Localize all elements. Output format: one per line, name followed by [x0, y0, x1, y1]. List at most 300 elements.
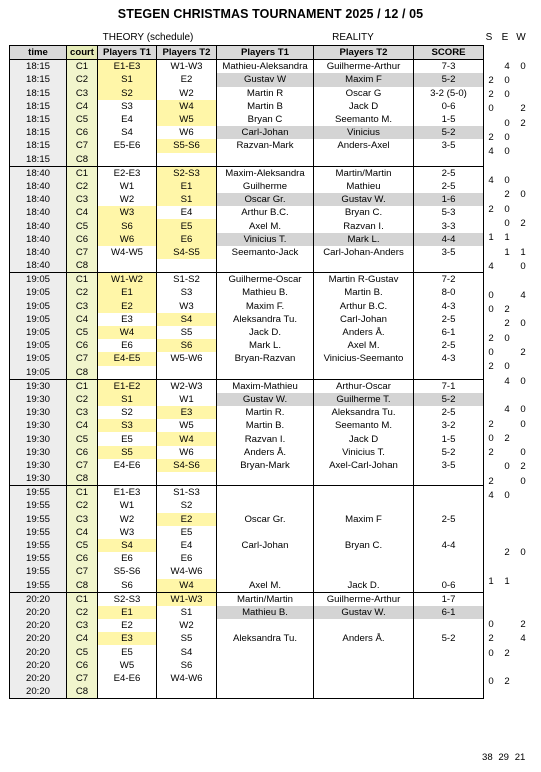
reality-t1-cell [217, 619, 314, 632]
court-cell: C5 [67, 539, 98, 552]
table-row [10, 87, 484, 100]
time-cell: 18:40 [10, 193, 67, 206]
points-e: 4 [504, 375, 510, 387]
reality-header: REALITY [332, 32, 374, 43]
theory-t1-cell: E4 [98, 113, 157, 126]
time-cell: 20:20 [10, 619, 67, 632]
theory-t2-cell: S1 [157, 606, 217, 619]
court-cell: C6 [67, 339, 98, 352]
time-cell: 18:40 [10, 219, 67, 232]
theory-t2-cell: E6 [157, 552, 217, 565]
table-row [10, 685, 484, 699]
theory-t2-cell: E5 [157, 526, 217, 539]
points-s: 0 [488, 289, 494, 301]
col-header-theory-t1: Players T1 [98, 46, 157, 60]
reality-t1-cell [217, 659, 314, 672]
score-cell: 6-1 [414, 326, 484, 339]
col-header-theory-t2: Players T2 [157, 46, 217, 60]
time-cell: 18:40 [10, 233, 67, 246]
reality-t1-cell [217, 685, 314, 699]
reality-t2-cell: Carl-Johan-Anders [314, 246, 414, 259]
theory-t2-cell: E4 [157, 539, 217, 552]
theory-t2-cell: S4 [157, 313, 217, 326]
reality-t1-cell: Arthur B.C. [217, 206, 314, 219]
time-cell: 19:05 [10, 339, 67, 352]
col-header-time: time [10, 46, 67, 60]
points-s: 2 [488, 132, 494, 144]
reality-t2-cell [314, 672, 414, 685]
time-cell: 19:30 [10, 472, 67, 486]
reality-t1-cell: Aleksandra Tu. [217, 313, 314, 326]
points-e: 1 [504, 232, 510, 244]
table-row [10, 273, 484, 287]
table-row [10, 579, 484, 593]
theory-t2-cell: W4-W6 [157, 565, 217, 578]
theory-t1-cell: S3 [98, 419, 157, 432]
court-cell: C8 [67, 366, 98, 380]
time-cell: 19:55 [10, 539, 67, 552]
theory-t1-cell: W2 [98, 513, 157, 526]
theory-t1-cell: W3 [98, 206, 157, 219]
court-cell: C1 [67, 592, 98, 606]
page-title: STEGEN CHRISTMAS TOURNAMENT 2025 / 12 / 05 [117, 7, 424, 21]
time-cell: 19:30 [10, 379, 67, 393]
points-w: 2 [520, 117, 526, 129]
table-row [10, 486, 484, 500]
reality-t2-cell: Martin/Martin [314, 166, 414, 180]
theory-t1-cell [98, 366, 157, 380]
score-cell: 2-5 [414, 166, 484, 180]
score-cell: 2-5 [414, 339, 484, 352]
points-s: 0 [488, 103, 494, 115]
points-s: 2 [488, 475, 494, 487]
theory-t2-cell: E2 [157, 73, 217, 86]
theory-t2-cell: W2 [157, 87, 217, 100]
reality-t2-cell: Gustav W. [314, 193, 414, 206]
points-w: 1 [520, 246, 526, 258]
reality-t1-cell: Vinicius T. [217, 233, 314, 246]
points-e: 4 [504, 404, 510, 416]
score-cell: 1-5 [414, 432, 484, 445]
theory-t1-cell: S1 [98, 393, 157, 406]
points-w: 0 [520, 547, 526, 559]
points-s: 2 [488, 89, 494, 101]
court-cell: C8 [67, 259, 98, 273]
table-row [10, 259, 484, 273]
reality-t1-cell: Jack D. [217, 326, 314, 339]
score-cell [414, 619, 484, 632]
theory-t2-cell: S2-S3 [157, 166, 217, 180]
court-cell: C7 [67, 459, 98, 472]
theory-t1-cell: E3 [98, 313, 157, 326]
theory-t2-cell: W1-W3 [157, 592, 217, 606]
court-cell: C1 [67, 166, 98, 180]
table-row [10, 166, 484, 180]
court-cell: C7 [67, 246, 98, 259]
reality-t2-cell: Mathieu [314, 180, 414, 193]
points-w: 2 [520, 218, 526, 230]
total-s: 38 [482, 752, 493, 763]
score-cell: 4-4 [414, 539, 484, 552]
time-cell: 20:20 [10, 606, 67, 619]
reality-t1-cell [217, 153, 314, 167]
score-cell: 1-7 [414, 592, 484, 606]
theory-t1-cell: S5 [98, 446, 157, 459]
theory-t1-cell: E1-E3 [98, 486, 157, 500]
score-cell [414, 472, 484, 486]
score-cell: 8-0 [414, 286, 484, 299]
court-cell: C5 [67, 432, 98, 445]
court-cell: C6 [67, 233, 98, 246]
points-w: 2 [520, 618, 526, 630]
table-row [10, 139, 484, 152]
reality-t2-cell: Jack D. [314, 579, 414, 593]
theory-t2-cell: S6 [157, 659, 217, 672]
points-e: 2 [504, 432, 510, 444]
table-row [10, 539, 484, 552]
reality-t2-cell: Seemanto M. [314, 419, 414, 432]
reality-t1-cell: Axel M. [217, 579, 314, 593]
theory-t1-cell [98, 472, 157, 486]
score-cell [414, 366, 484, 380]
theory-t1-cell: E5 [98, 432, 157, 445]
theory-t2-cell: S4-S6 [157, 459, 217, 472]
theory-t1-cell [98, 259, 157, 273]
reality-t2-cell [314, 552, 414, 565]
table-row [10, 459, 484, 472]
score-cell: 2-5 [414, 406, 484, 419]
theory-t1-cell: W2 [98, 193, 157, 206]
reality-t2-cell: Oscar G [314, 87, 414, 100]
time-cell: 19:30 [10, 393, 67, 406]
points-e: 0 [504, 74, 510, 86]
time-cell: 19:55 [10, 565, 67, 578]
reality-t2-cell: Guilherme T. [314, 393, 414, 406]
col-header-score: SCORE [414, 46, 484, 60]
score-cell [414, 659, 484, 672]
theory-t1-cell: W1 [98, 499, 157, 512]
theory-t2-cell: S5-S6 [157, 139, 217, 152]
points-s: 1 [488, 232, 494, 244]
time-cell: 18:40 [10, 246, 67, 259]
theory-t1-cell: E1 [98, 286, 157, 299]
table-row [10, 419, 484, 432]
points-e: 0 [504, 132, 510, 144]
score-cell: 5-2 [414, 632, 484, 645]
score-cell: 2-5 [414, 313, 484, 326]
points-e: 2 [504, 189, 510, 201]
theory-t2-cell [157, 153, 217, 167]
table-row [10, 73, 484, 86]
time-cell: 20:20 [10, 632, 67, 645]
score-cell: 3-3 [414, 219, 484, 232]
reality-t2-cell: Vinicius-Seemanto [314, 352, 414, 365]
court-cell: C6 [67, 552, 98, 565]
reality-t1-cell: Maxim-Aleksandra [217, 166, 314, 180]
reality-t1-cell: Seemanto-Jack [217, 246, 314, 259]
court-cell: C6 [67, 126, 98, 139]
time-cell: 19:55 [10, 552, 67, 565]
score-cell: 7-2 [414, 273, 484, 287]
theory-t2-cell: W2 [157, 619, 217, 632]
score-cell: 6-1 [414, 606, 484, 619]
reality-t2-cell: Anders-Axel [314, 139, 414, 152]
time-cell: 19:05 [10, 326, 67, 339]
time-cell: 20:20 [10, 685, 67, 699]
reality-t2-cell: Arthur B.C. [314, 300, 414, 313]
reality-t1-cell [217, 645, 314, 658]
table-row [10, 326, 484, 339]
reality-t2-cell: Gustav W. [314, 606, 414, 619]
points-e: 0 [504, 146, 510, 158]
col-header-reality-t1: Players T1 [217, 46, 314, 60]
table-row [10, 313, 484, 326]
points-s: 2 [488, 361, 494, 373]
reality-t2-cell: Anders Å. [314, 326, 414, 339]
points-e: 0 [504, 218, 510, 230]
theory-t1-cell: S4 [98, 126, 157, 139]
points-s: 2 [488, 74, 494, 86]
time-cell: 18:15 [10, 60, 67, 74]
time-cell: 18:15 [10, 126, 67, 139]
reality-t2-cell [314, 472, 414, 486]
time-cell: 18:40 [10, 259, 67, 273]
reality-t1-cell: Maxim F. [217, 300, 314, 313]
score-cell: 2-5 [414, 513, 484, 526]
court-cell: C3 [67, 619, 98, 632]
time-cell: 19:30 [10, 419, 67, 432]
theory-t1-cell: W3 [98, 526, 157, 539]
points-w: 0 [520, 260, 526, 272]
theory-t1-cell: W5 [98, 659, 157, 672]
reality-t1-cell [217, 526, 314, 539]
time-cell: 19:55 [10, 513, 67, 526]
theory-t1-cell: E4-E6 [98, 459, 157, 472]
theory-t2-cell: S1 [157, 193, 217, 206]
time-cell: 19:30 [10, 459, 67, 472]
reality-t2-cell [314, 565, 414, 578]
table-row [10, 366, 484, 380]
time-cell: 19:55 [10, 486, 67, 500]
court-cell: C2 [67, 393, 98, 406]
theory-t1-cell: E2-E3 [98, 166, 157, 180]
score-cell: 5-2 [414, 393, 484, 406]
reality-t1-cell [217, 259, 314, 273]
points-s: 1 [488, 576, 494, 588]
points-e: 1 [504, 246, 510, 258]
points-s: 0 [488, 676, 494, 688]
score-cell [414, 552, 484, 565]
court-cell: C4 [67, 313, 98, 326]
points-s: 0 [488, 647, 494, 659]
total-e: 29 [498, 752, 510, 763]
theory-t1-cell: E6 [98, 552, 157, 565]
court-cell: C3 [67, 406, 98, 419]
points-s: 4 [488, 146, 494, 158]
theory-t2-cell [157, 259, 217, 273]
table-row [10, 379, 484, 393]
table-row [10, 193, 484, 206]
theory-t2-cell: W5-W6 [157, 352, 217, 365]
court-cell: C2 [67, 286, 98, 299]
table-row [10, 606, 484, 619]
time-cell: 18:15 [10, 153, 67, 167]
reality-t2-cell: Axel-Carl-Johan [314, 459, 414, 472]
points-e: 2 [504, 547, 510, 559]
court-cell: C8 [67, 685, 98, 699]
theory-t1-cell: S2-S3 [98, 592, 157, 606]
table-row [10, 352, 484, 365]
points-w: 2 [520, 103, 526, 115]
table-row [10, 233, 484, 246]
theory-t2-cell: W4 [157, 432, 217, 445]
court-cell: C8 [67, 579, 98, 593]
reality-t2-cell: Aleksandra Tu. [314, 406, 414, 419]
points-s: 0 [488, 346, 494, 358]
theory-t2-cell: W2-W3 [157, 379, 217, 393]
reality-t1-cell: Gustav W [217, 73, 314, 86]
points-w: 0 [520, 189, 526, 201]
table-row [10, 113, 484, 126]
points-w: 0 [520, 418, 526, 430]
theory-t2-cell: S3 [157, 286, 217, 299]
points-s: 2 [488, 633, 494, 645]
score-cell [414, 499, 484, 512]
table-row [10, 406, 484, 419]
theory-t1-cell: E6 [98, 339, 157, 352]
reality-t2-cell [314, 526, 414, 539]
theory-t1-cell: S3 [98, 100, 157, 113]
points-e: 2 [504, 318, 510, 330]
points-e: 1 [504, 576, 510, 588]
theory-t1-cell: S2 [98, 406, 157, 419]
s-column-header: S [485, 32, 493, 43]
theory-t1-cell: E2 [98, 619, 157, 632]
reality-t2-cell [314, 366, 414, 380]
court-cell: C3 [67, 193, 98, 206]
court-cell: C6 [67, 659, 98, 672]
reality-t2-cell: Vinicius [314, 126, 414, 139]
court-cell: C4 [67, 206, 98, 219]
court-cell: C3 [67, 513, 98, 526]
table-row [10, 300, 484, 313]
theory-t1-cell: W4-W5 [98, 246, 157, 259]
court-cell: C5 [67, 645, 98, 658]
table-row [10, 339, 484, 352]
reality-t1-cell [217, 552, 314, 565]
time-cell: 20:20 [10, 672, 67, 685]
reality-t1-cell: Bryan C [217, 113, 314, 126]
reality-t2-cell: Maxim F [314, 513, 414, 526]
table-row [10, 180, 484, 193]
reality-t2-cell: Martin R-Gustav [314, 273, 414, 287]
reality-t1-cell: Razvan-Mark [217, 139, 314, 152]
theory-t1-cell: S5-S6 [98, 565, 157, 578]
court-cell: C7 [67, 352, 98, 365]
time-cell: 20:20 [10, 592, 67, 606]
court-cell: C2 [67, 606, 98, 619]
points-s: 0 [488, 303, 494, 315]
reality-t1-cell: Oscar Gr. [217, 513, 314, 526]
reality-t1-cell: Bryan-Razvan [217, 352, 314, 365]
reality-t2-cell: Razvan I. [314, 219, 414, 232]
score-cell: 7-3 [414, 60, 484, 74]
reality-t2-cell: Guilherme-Arthur [314, 60, 414, 74]
theory-t1-cell: W4 [98, 326, 157, 339]
col-header-court: court [67, 46, 98, 60]
points-e: 0 [504, 89, 510, 101]
theory-t2-cell: S4 [157, 645, 217, 658]
reality-t2-cell [314, 259, 414, 273]
theory-t2-cell: W6 [157, 126, 217, 139]
reality-t2-cell: Seemanto M. [314, 113, 414, 126]
score-cell: 2-5 [414, 180, 484, 193]
score-cell: 4-3 [414, 352, 484, 365]
theory-t2-cell: E4 [157, 206, 217, 219]
theory-t2-cell: E6 [157, 233, 217, 246]
reality-t2-cell [314, 499, 414, 512]
score-cell: 4-4 [414, 233, 484, 246]
table-row [10, 393, 484, 406]
time-cell: 19:30 [10, 446, 67, 459]
theory-t1-cell [98, 685, 157, 699]
table-row [10, 472, 484, 486]
court-cell: C5 [67, 113, 98, 126]
time-cell: 19:55 [10, 499, 67, 512]
table-row [10, 619, 484, 632]
points-e: 0 [504, 332, 510, 344]
score-cell: 1-5 [414, 113, 484, 126]
points-e: 0 [504, 461, 510, 473]
points-e: 2 [504, 676, 510, 688]
table-row [10, 552, 484, 565]
theory-t2-cell: W1-W3 [157, 60, 217, 74]
schedule-body [10, 60, 484, 699]
table-row [10, 126, 484, 139]
reality-t1-cell: Carl-Johan [217, 126, 314, 139]
reality-t2-cell [314, 685, 414, 699]
court-cell: C1 [67, 273, 98, 287]
time-cell: 20:20 [10, 659, 67, 672]
theory-t1-cell: S6 [98, 579, 157, 593]
points-w: 4 [520, 289, 526, 301]
reality-t2-cell: Jack D [314, 100, 414, 113]
time-cell: 18:15 [10, 100, 67, 113]
score-cell: 0-6 [414, 579, 484, 593]
reality-t1-cell: Martin R. [217, 406, 314, 419]
theory-t1-cell: E1 [98, 606, 157, 619]
totals-row [482, 752, 528, 763]
theory-t1-cell: W6 [98, 233, 157, 246]
time-cell: 18:15 [10, 73, 67, 86]
table-row [10, 672, 484, 685]
reality-t1-cell: Oscar Gr. [217, 193, 314, 206]
theory-t1-cell: W1-W2 [98, 273, 157, 287]
theory-t1-cell: S2 [98, 87, 157, 100]
table-row [10, 645, 484, 658]
points-e: 0 [504, 175, 510, 187]
time-cell: 19:30 [10, 432, 67, 445]
points-s: 2 [488, 203, 494, 215]
score-cell: 5-2 [414, 73, 484, 86]
score-cell: 0-6 [414, 100, 484, 113]
theory-t2-cell: S2 [157, 499, 217, 512]
theory-t2-cell: E2 [157, 513, 217, 526]
points-w: 0 [520, 447, 526, 459]
court-cell: C4 [67, 526, 98, 539]
theory-t2-cell: W4 [157, 579, 217, 593]
theory-t1-cell: W1 [98, 180, 157, 193]
